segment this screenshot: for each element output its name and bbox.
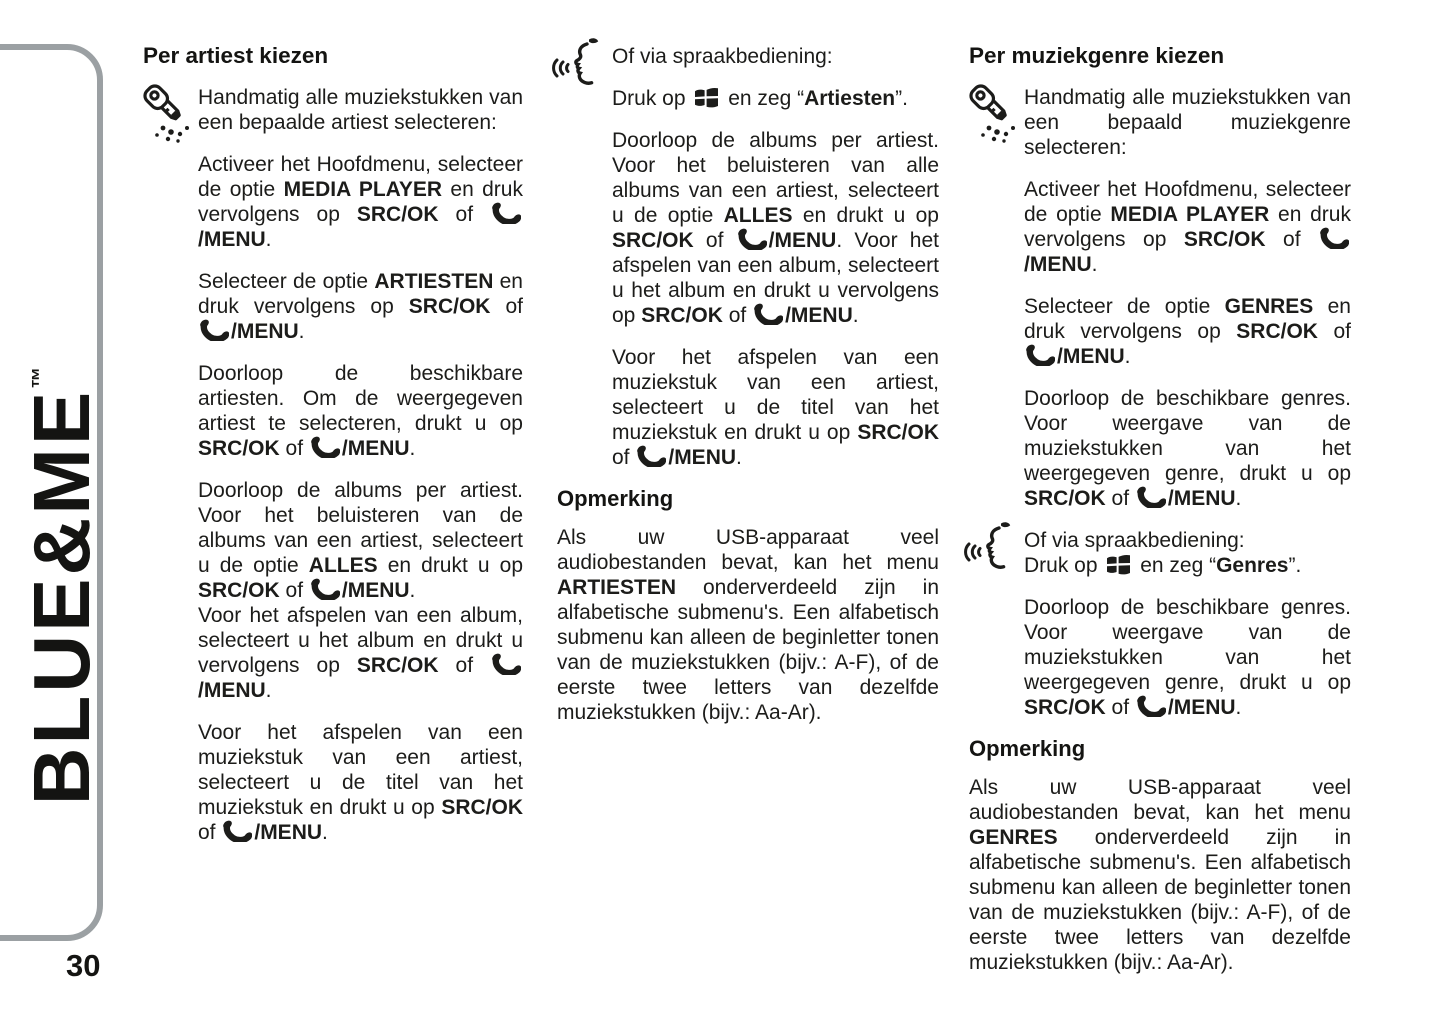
bold-term: /MENU — [231, 320, 299, 343]
paragraph-text: Of via spraakbediening: — [1024, 529, 1245, 552]
voice-command-icon — [550, 36, 602, 92]
phone-menu-icon — [199, 319, 229, 341]
bold-term: GENRES — [969, 826, 1058, 849]
phone-menu-icon — [491, 653, 521, 675]
bold-term: SRC/OK — [408, 295, 491, 318]
bold-term: /MENU — [341, 579, 410, 602]
car-key-icon — [964, 81, 1022, 143]
instruction-paragraph: Doorloop de albums per artiest. Voor het beluisteren van de albums van een artiest, selecteert u de optie ALLES en drukt u op SRC/OK of /MENU. — [198, 479, 523, 602]
bold-term: /MENU — [668, 446, 737, 469]
bold-term: ALLES — [723, 204, 793, 227]
phone-menu-icon — [491, 202, 521, 224]
instruction-paragraph: Druk op en zeg “Genres”. — [1024, 554, 1302, 577]
voice-command-icon — [962, 520, 1014, 576]
note-heading: Opmerking — [557, 486, 674, 511]
car-key-icon — [964, 81, 1022, 143]
bold-term: GENRES — [1224, 295, 1314, 318]
car-key-icon — [138, 81, 196, 143]
icon-paragraph — [1024, 85, 1351, 160]
car-key-icon — [138, 81, 196, 143]
bold-term: /MENU — [1057, 345, 1125, 368]
note-paragraph: Als uw USB-apparaat veel audiobestanden bevat, kan het menu GENRES onderverdeeld zijn in alfabetische submenu's. Een alfabetisch submenu kan alleen de beginletter tonen van de muziekstukken (bijv.: A-F), of de eerste twee letters van dezelfde muziekstukken (bijv.: Aa-Ar). — [969, 776, 1351, 974]
voice-command-icon — [962, 520, 1014, 576]
instruction-paragraph: Doorloop de beschikbare genres. Voor weergave van de muziekstukken van het weergegeven genre, drukt u op SRC/OK of /MENU. — [1024, 596, 1351, 719]
windows-media-key-icon — [1106, 553, 1131, 576]
phone-menu-icon — [1319, 227, 1349, 249]
bold-term: SRC/OK — [198, 437, 280, 460]
page-number: 30 — [66, 948, 101, 983]
instruction-paragraph: Doorloop de beschikbare genres. Voor weergave van de muziekstukken van het weergegeven genre, drukt u op SRC/OK of /MENU. — [1024, 387, 1351, 510]
phone-menu-icon — [753, 303, 783, 325]
bold-term: /MENU — [1167, 487, 1236, 510]
bold-term: /MENU — [198, 679, 266, 702]
bold-term: /MENU — [254, 821, 323, 844]
voice-command-icon — [550, 36, 602, 92]
bold-term: SRC/OK — [641, 304, 723, 327]
bold-term: SRC/OK — [1024, 696, 1106, 719]
paragraph-text: Handmatig alle muziekstukken van een bepaalde artiest selecteren: — [198, 86, 523, 134]
instruction-paragraph: Druk op en zeg “Artiesten”. — [612, 87, 908, 110]
note-heading: Opmerking — [969, 736, 1086, 761]
bold-term: /MENU — [768, 229, 837, 252]
bold-term: ARTIESTEN — [374, 270, 494, 293]
bold-term: Genres — [1216, 554, 1289, 577]
phone-menu-icon — [222, 820, 252, 842]
bold-term: ALLES — [308, 554, 378, 577]
column-1 — [143, 44, 523, 862]
paragraph-text: Of via spraakbediening: — [612, 45, 833, 68]
blue-and-me-logo — [16, 367, 108, 806]
phone-menu-icon — [636, 445, 666, 467]
section-heading: Per muziekgenre kiezen — [969, 43, 1225, 68]
icon-paragraph — [612, 44, 939, 69]
bold-term: /MENU — [1167, 696, 1236, 719]
bold-term: /MENU — [785, 304, 853, 327]
bold-term: SRC/OK — [1236, 320, 1318, 343]
bold-term: /MENU — [198, 228, 266, 251]
instruction-paragraph: Doorloop de beschikbare artiesten. Om de weergegeven artiest te selecteren, drukt u op SRC/OK of /MENU. — [198, 362, 523, 460]
instruction-paragraph: Doorloop de albums per artiest. Voor het beluisteren van alle albums van een artiest, selecteert u de optie ALLES en drukt u op SRC/OK of /MENU. Voor het afspelen van een album, selecteert u het album en drukt u vervolgens op SRC/OK of /MENU. — [612, 129, 939, 327]
phone-menu-icon — [1136, 695, 1166, 717]
bold-term: MEDIA PLAYER — [1110, 203, 1270, 226]
bold-term: ARTIESTEN — [557, 576, 677, 599]
column-3 — [969, 44, 1351, 992]
instruction-paragraph: Selecteer de optie ARTIESTEN en druk vervolgens op SRC/OK of /MENU. — [198, 270, 523, 343]
bold-term: SRC/OK — [441, 796, 523, 819]
note-paragraph: Als uw USB-apparaat veel audiobestanden bevat, kan het menu ARTIESTEN onderverdeeld zijn in alfabetische submenu's. Een alfabetisch submenu kan alleen de beginletter tonen van de muziekstukken (bijv.: A-F), of de eerste twee letters van dezelfde muziekstukken (bijv.: Aa-Ar). — [557, 526, 939, 724]
bold-term: MEDIA PLAYER — [283, 178, 443, 201]
icon-paragraph — [198, 85, 523, 135]
logo-text: BLUE&ME — [17, 388, 106, 806]
instruction-paragraph: Voor het afspelen van een album, selecteert u het album en drukt u vervolgens op SRC/OK of /MENU. — [198, 604, 523, 702]
windows-media-key-icon — [694, 86, 719, 109]
bold-term: /MENU — [1024, 253, 1092, 276]
phone-menu-icon — [1136, 486, 1166, 508]
bold-term: SRC/OK — [356, 203, 439, 226]
instruction-paragraph: Voor het afspelen van een muziekstuk van een artiest, selecteert u de titel van het muziekstuk en drukt u op SRC/OK of /MENU. — [612, 346, 939, 469]
bold-term: SRC/OK — [198, 579, 280, 602]
bold-term: SRC/OK — [356, 654, 439, 677]
instruction-paragraph: Activeer het Hoofdmenu, selecteer de optie MEDIA PLAYER en druk vervolgens op SRC/OK of /MENU. — [1024, 178, 1351, 276]
bold-term: SRC/OK — [1024, 487, 1106, 510]
logo-trademark: ™ — [27, 366, 52, 389]
instruction-paragraph: Activeer het Hoofdmenu, selecteer de optie MEDIA PLAYER en druk vervolgens op SRC/OK of /MENU. — [198, 153, 523, 251]
phone-menu-icon — [1025, 344, 1055, 366]
phone-menu-icon — [310, 436, 340, 458]
phone-menu-icon — [310, 578, 340, 600]
icon-paragraph — [1024, 528, 1351, 553]
instruction-paragraph: Voor het afspelen van een muziekstuk van een artiest, selecteert u de titel van het muziekstuk en drukt u op SRC/OK of /MENU. — [198, 721, 523, 844]
instruction-paragraph: Selecteer de optie GENRES en druk vervolgens op SRC/OK of /MENU. — [1024, 295, 1351, 368]
section-heading: Per artiest kiezen — [143, 43, 329, 68]
bold-term: SRC/OK — [612, 229, 694, 252]
bold-term: /MENU — [341, 437, 410, 460]
bold-term: Artiesten — [804, 87, 896, 110]
bold-term: SRC/OK — [1183, 228, 1266, 251]
paragraph-text: Handmatig alle muziekstukken van een bepaald muziekgenre selecteren: — [1024, 86, 1351, 159]
phone-menu-icon — [737, 228, 767, 250]
column-2 — [557, 44, 939, 742]
bold-term: SRC/OK — [857, 421, 939, 444]
